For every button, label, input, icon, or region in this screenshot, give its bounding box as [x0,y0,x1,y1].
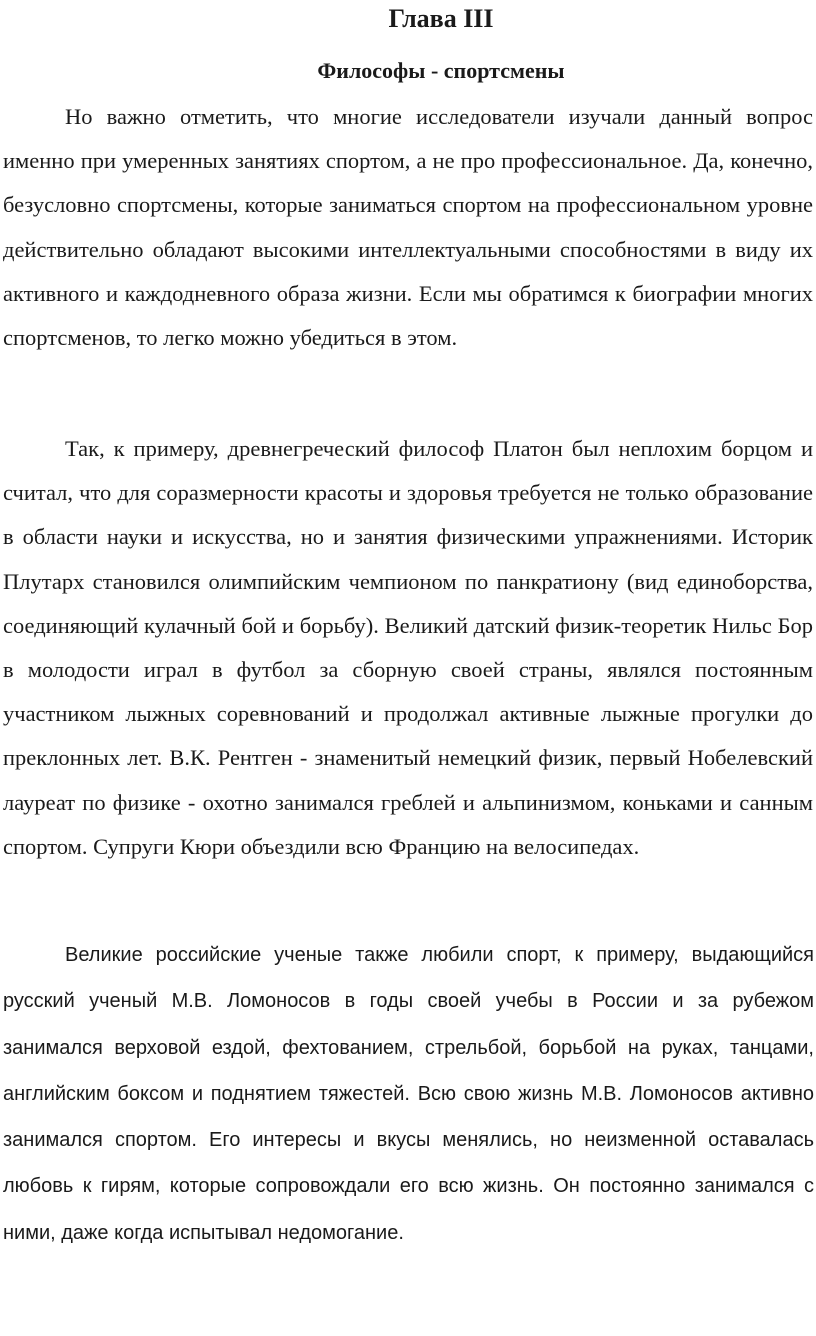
chapter-subtitle: Философы - спортсмены [317,58,565,83]
chapter-title: Глава III [388,4,494,33]
paragraph-research: Но важно отметить, что многие исследователи изучали данный вопрос именно при умеренных занятиях спортом, а не про профессиональное. Да, конечно, безусловно спортсмены, которые заниматься спортом на профессиональном уровне действительно обладают высокими интеллектуальными способностями в виду их активного и каждодневного образа жизни. Если мы обратимся к биографии многих спортсменов, то легко можно убедиться в этом. [3,104,813,351]
paragraph-philosophers-examples: Так, к примеру, древнегреческий философ Платон был неплохим борцом и считал, что для соразмерности красоты и здоровья требуется не только образование в области науки и искусства, но и занятия физическими упражнениями. Историк Плутарх становился олимпийским чемпионом по панкратиону (вид единоборства, соединяющий кулачный бой и борьбу). Великий датский физик-теоретик Нильс Бор в молодости играл в футбол за сборную своей страны, являлся постоянным участником лыжных соревнований и продолжал активные лыжные прогулки до преклонных лет. В.К. Рентген - знаменитый немецкий физик, первый Нобелевский лауреат по физике - охотно занимался греблей и альпинизмом, коньками и санным спортом. Супруги Кюри объездили всю Францию на велосипедах. [3,436,813,859]
paragraph-russian-scientists: Великие российские ученые также любили спорт, к примеру, выдающийся русский ученый М.В. Ломоносов в годы своей учебы в России и за рубежом занимался верховой ездой, фехтованием, стрельбой, борьбой на руках, танцами, английским боксом и поднятием тяжестей. Всю свою жизнь М.В. Ломоносов активно занимался спортом. Его интересы и вкусы менялись, но неизменной оставалась любовь к гирям, которые сопровождали его всю жизнь. Он постоянно занимался с ними, даже когда испытывал недомогание. [3,944,814,1244]
